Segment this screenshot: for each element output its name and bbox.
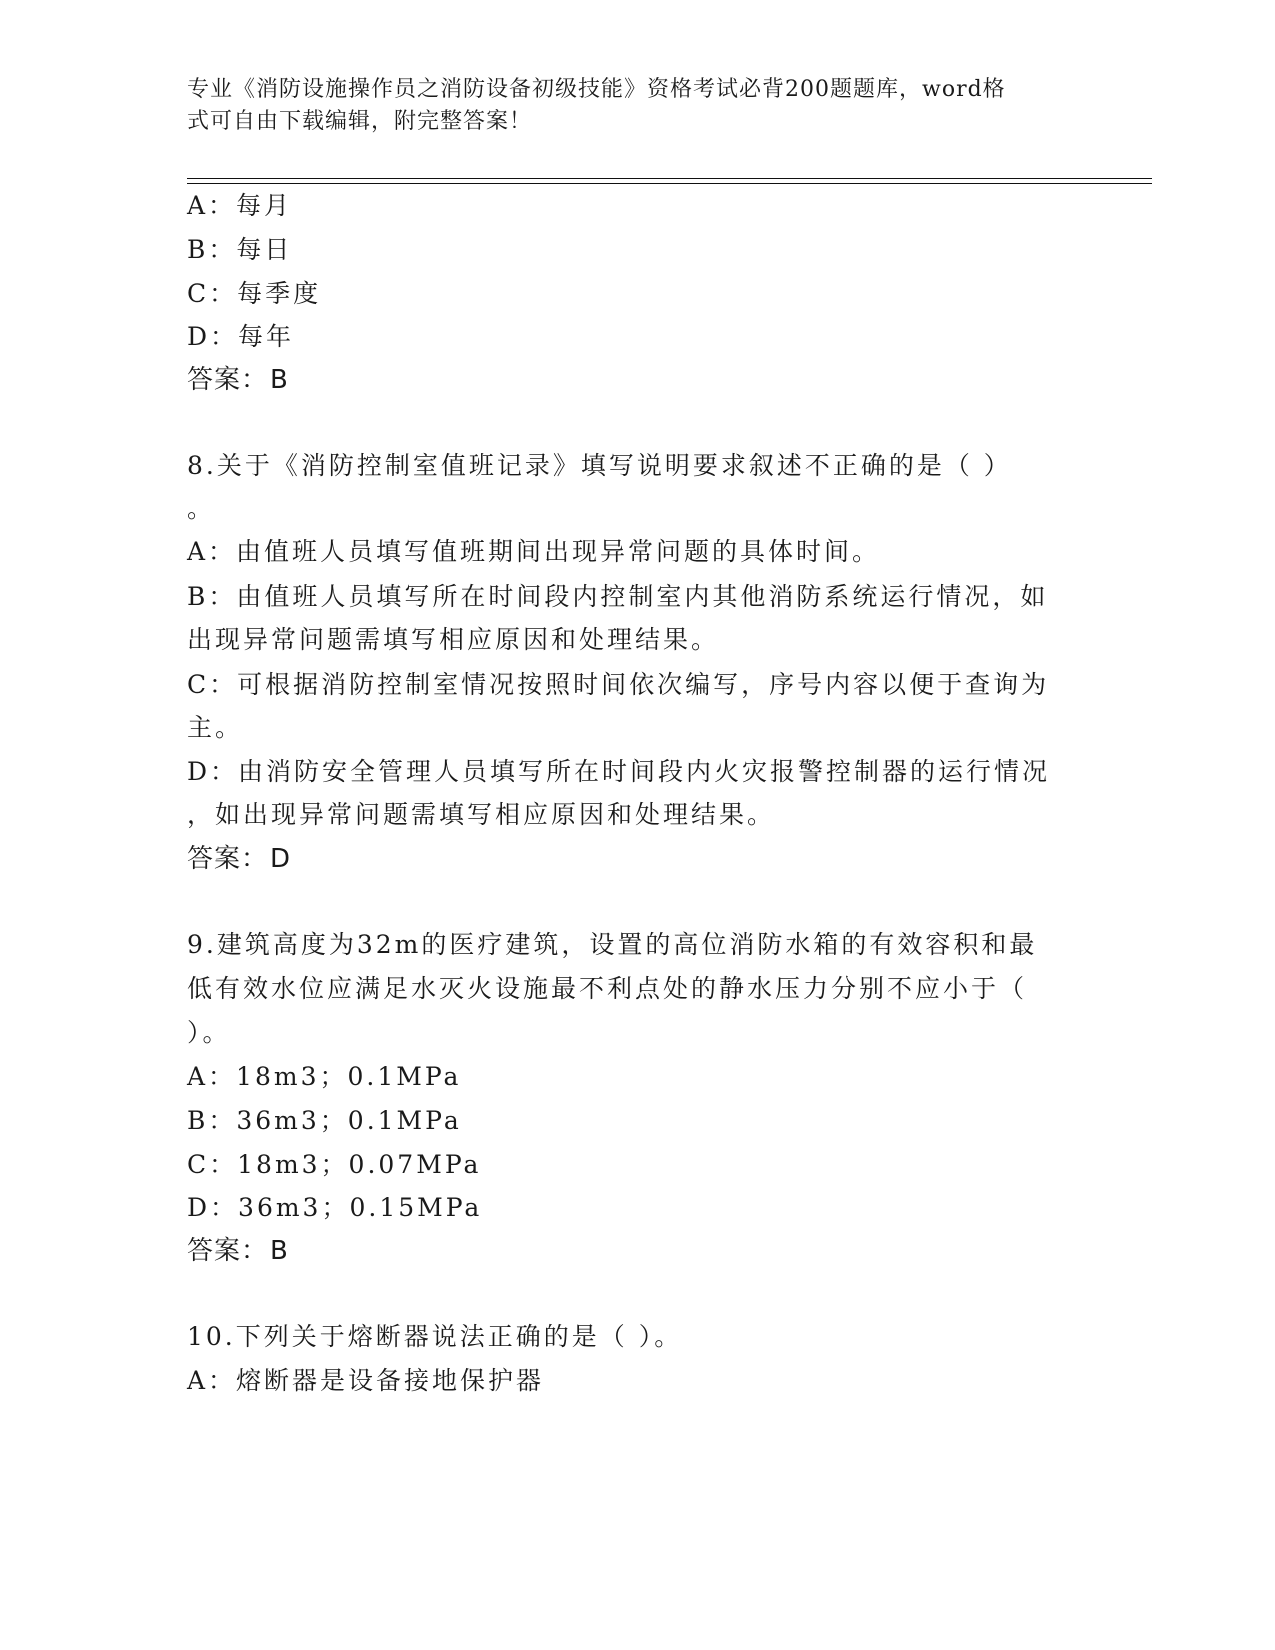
q7-option-b: B：每日 (187, 235, 293, 264)
q8-option-c-line-2: 主。 (187, 713, 244, 742)
answer-value: B (270, 365, 289, 395)
q9-option-c: C：18m3；0.07MPa (187, 1150, 482, 1179)
q8-option-b-line-1: B：由值班人员填写所在时间段内控制室内其他消防系统运行情况，如 (187, 582, 1049, 611)
answer-label: 答案： (187, 844, 269, 874)
header-rule-top (187, 178, 1152, 179)
q8-option-b-line-2: 出现异常问题需填写相应原因和处理结果。 (187, 625, 720, 654)
q8-option-a: A：由值班人员填写值班期间出现异常问题的具体时间。 (187, 537, 881, 566)
document-header (187, 74, 1067, 138)
q7-option-a: A：每月 (187, 191, 293, 220)
q9-option-d: D：36m3；0.15MPa (187, 1193, 483, 1222)
q8-stem-line-2: 。 (187, 494, 216, 523)
q7-option-d: D：每年 (187, 322, 295, 351)
q9-answer (187, 1236, 289, 1266)
q9-option-a: A：18m3；0.1MPa (187, 1062, 462, 1091)
answer-label: 答案： (187, 1236, 269, 1266)
header-rule-bottom (187, 183, 1152, 184)
q9-stem-line-2: 低有效水位应满足水灭火设施最不利点处的静水压力分别不应小于（ (187, 974, 1028, 1003)
header-line-2: 式可自由下载编辑，附完整答案！ (187, 109, 533, 134)
q9-stem-line-1: 9.建筑高度为32m的医疗建筑，设置的高位消防水箱的有效容积和最 (187, 930, 1038, 959)
q8-option-c-line-1: C：可根据消防控制室情况按照时间依次编写，序号内容以便于查询为 (187, 670, 1050, 699)
header-line-1: 专业《消防设施操作员之消防设备初级技能》资格考试必背200题题库，word格 (187, 77, 1006, 102)
answer-label: 答案： (187, 365, 269, 395)
answer-value: D (270, 844, 292, 874)
q8-stem-line-1: 8.关于《消防控制室值班记录》填写说明要求叙述不正确的是（ ） (187, 451, 1012, 480)
q7-option-c: C：每季度 (187, 279, 322, 308)
q7-answer (187, 365, 289, 395)
q9-stem-line-3: ）。 (187, 1018, 231, 1047)
q8-option-d-line-1: D：由消防安全管理人员填写所在时间段内火灾报警控制器的运行情况 (187, 757, 1051, 786)
q10-option-a: A：熔断器是设备接地保护器 (187, 1366, 545, 1395)
q10-stem: 10.下列关于熔断器说法正确的是（ ）。 (187, 1322, 683, 1351)
answer-value: B (270, 1236, 289, 1266)
q8-answer (187, 844, 291, 874)
q9-option-b: B：36m3；0.1MPa (187, 1106, 462, 1135)
q8-option-d-line-2: ，如出现异常问题需填写相应原因和处理结果。 (187, 800, 776, 829)
